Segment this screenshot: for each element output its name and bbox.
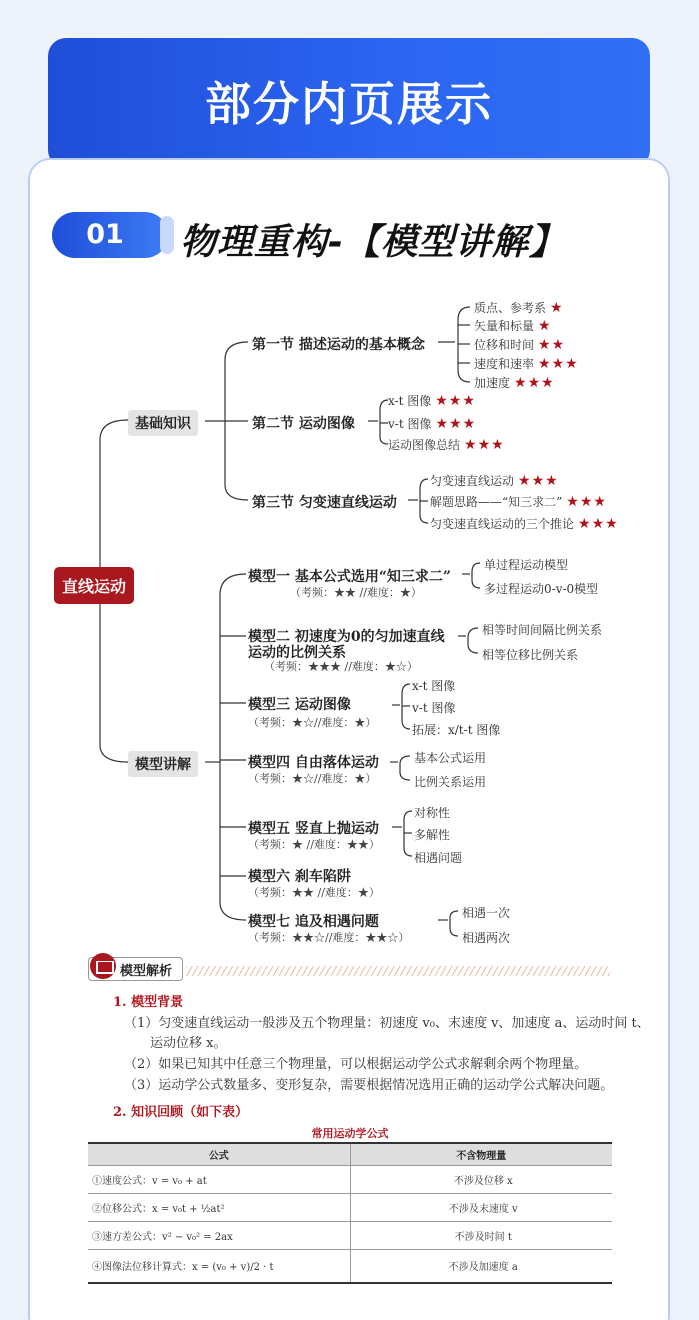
table-row — [88, 1249, 612, 1283]
model-2-rating: （考频：★★★ //难度：★☆） — [264, 660, 418, 673]
m5-item-1: 对称性 — [414, 806, 451, 820]
table-cell: ①速度公式：v = v₀ + at — [88, 1165, 350, 1193]
table-header: 不含物理量 — [350, 1143, 612, 1165]
branch-basics: 基础知识 — [128, 410, 198, 436]
s1-item-4: 速度和速率 ★★★ — [474, 356, 579, 372]
s2-item-2: v-t 图像 ★★★ — [388, 416, 477, 432]
table-row — [88, 1193, 612, 1221]
m2-item-2: 相等位移比例关系 — [482, 648, 579, 662]
table-cell: 不涉及时间 t — [350, 1221, 612, 1249]
section-badge — [52, 212, 168, 258]
m4-item-2: 比例关系运用 — [414, 775, 487, 789]
model-4-title: 模型四 自由落体运动 — [248, 755, 379, 771]
banner-title: 部分内页展示 — [205, 77, 493, 131]
model-6-title: 模型六 刹车陷阱 — [248, 869, 351, 885]
model-7-rating: （考频：★★☆//难度：★★☆） — [248, 931, 410, 944]
table-header: 公式 — [88, 1143, 350, 1165]
m3-item-1: x-t 图像 — [412, 679, 456, 693]
s3-item-2: 解题思路——“知三求二” ★★★ — [430, 494, 607, 510]
header-banner — [48, 38, 650, 168]
m2-item-1: 相等时间间隔比例关系 — [482, 623, 603, 637]
s3-item-1: 匀变速直线运动 ★★★ — [430, 473, 559, 489]
model-1-title: 模型一 基本公式选用“知三求二” — [248, 569, 451, 585]
model-5-title: 模型五 竖直上抛运动 — [248, 821, 379, 837]
s1-item-2: 矢量和标量 ★ — [474, 318, 552, 334]
m5-item-3: 相遇问题 — [414, 851, 463, 865]
model-3-title: 模型三 运动图像 — [248, 697, 351, 713]
model-4-rating: （考频：★☆//难度：★） — [248, 772, 377, 785]
s2-item-1: x-t 图像 ★★★ — [388, 393, 476, 409]
para-1b: 运动位移 x。 — [150, 1036, 227, 1051]
s3-item-3: 匀变速直线运动的三个推论 ★★★ — [430, 516, 619, 532]
section-title: 物理重构-【模型讲解】 — [180, 222, 566, 263]
section-2-title: 第二节 运动图像 — [252, 416, 355, 432]
model-7-title: 模型七 追及相遇问题 — [248, 914, 379, 930]
model-3-rating: （考频：★☆//难度：★） — [248, 716, 377, 729]
m3-item-2: v-t 图像 — [412, 701, 456, 715]
m4-item-1: 基本公式运用 — [414, 751, 487, 765]
divider — [186, 966, 610, 976]
table-cell: 不涉及位移 x — [350, 1165, 612, 1193]
section-1-title: 第一节 描述运动的基本概念 — [252, 337, 425, 353]
section-3-title: 第三节 匀变速直线运动 — [252, 495, 397, 511]
s2-item-3: 运动图像总结 ★★★ — [388, 437, 505, 453]
model-2-title-1: 模型二 初速度为0的匀加速直线 — [248, 629, 445, 645]
para-1a: （1）匀变速直线运动一般涉及五个物理量：初速度 v₀、末速度 v、加速度 a、运动时间 t、 — [124, 1016, 650, 1031]
table-cell: ③速方差公式：v² − v₀² = 2ax — [88, 1221, 350, 1249]
analysis-label: 模型解析 — [120, 964, 173, 979]
m5-item-2: 多解性 — [414, 828, 451, 842]
para-3: （3）运动学公式数量多、变形复杂，需要根据情况选用正确的运动学公式解决问题。 — [124, 1078, 614, 1093]
para-2: （2）如果已知其中任意三个物理量，可以根据运动学公式求解剩余两个物理量。 — [124, 1057, 588, 1072]
table-cell: ④图像法位移计算式：x = (v₀ + v)/2 · t — [88, 1249, 350, 1283]
model-5-rating: （考频：★ //难度：★★） — [248, 838, 380, 851]
table-row — [88, 1165, 612, 1193]
m7-item-1: 相遇一次 — [462, 906, 511, 920]
branch-models: 模型讲解 — [128, 751, 198, 777]
s1-item-5: 加速度 ★★★ — [474, 375, 555, 391]
model-1-rating: （考频：★★ //难度：★） — [290, 586, 422, 599]
book-icon — [90, 953, 116, 979]
mindmap-root: 直线运动 — [54, 567, 134, 604]
table-cell: 不涉及末速度 v — [350, 1193, 612, 1221]
s1-item-3: 位移和时间 ★★ — [474, 337, 566, 353]
table-cell: ②位移公式：x = v₀t + ½at² — [88, 1193, 350, 1221]
table-row — [88, 1221, 612, 1249]
table-title: 常用运动学公式 — [311, 1127, 389, 1140]
m1-item-2: 多过程运动0-v-0模型 — [484, 582, 599, 596]
s1-item-1: 质点、参考系 ★ — [474, 300, 564, 316]
m3-item-3: 拓展：x/t-t 图像 — [412, 723, 501, 737]
heading-review: 2. 知识回顾（如下表） — [113, 1105, 249, 1120]
model-2-title-2: 运动的比例关系 — [248, 645, 346, 661]
heading-background: 1. 模型背景 — [113, 995, 184, 1010]
table-cell: 不涉及加速度 a — [350, 1249, 612, 1283]
m1-item-1: 单过程运动模型 — [484, 558, 569, 572]
m7-item-2: 相遇两次 — [462, 931, 511, 945]
section-number: 01 — [86, 219, 124, 250]
model-6-rating: （考频：★★ //难度：★） — [248, 886, 380, 899]
formula-table — [88, 1142, 612, 1284]
